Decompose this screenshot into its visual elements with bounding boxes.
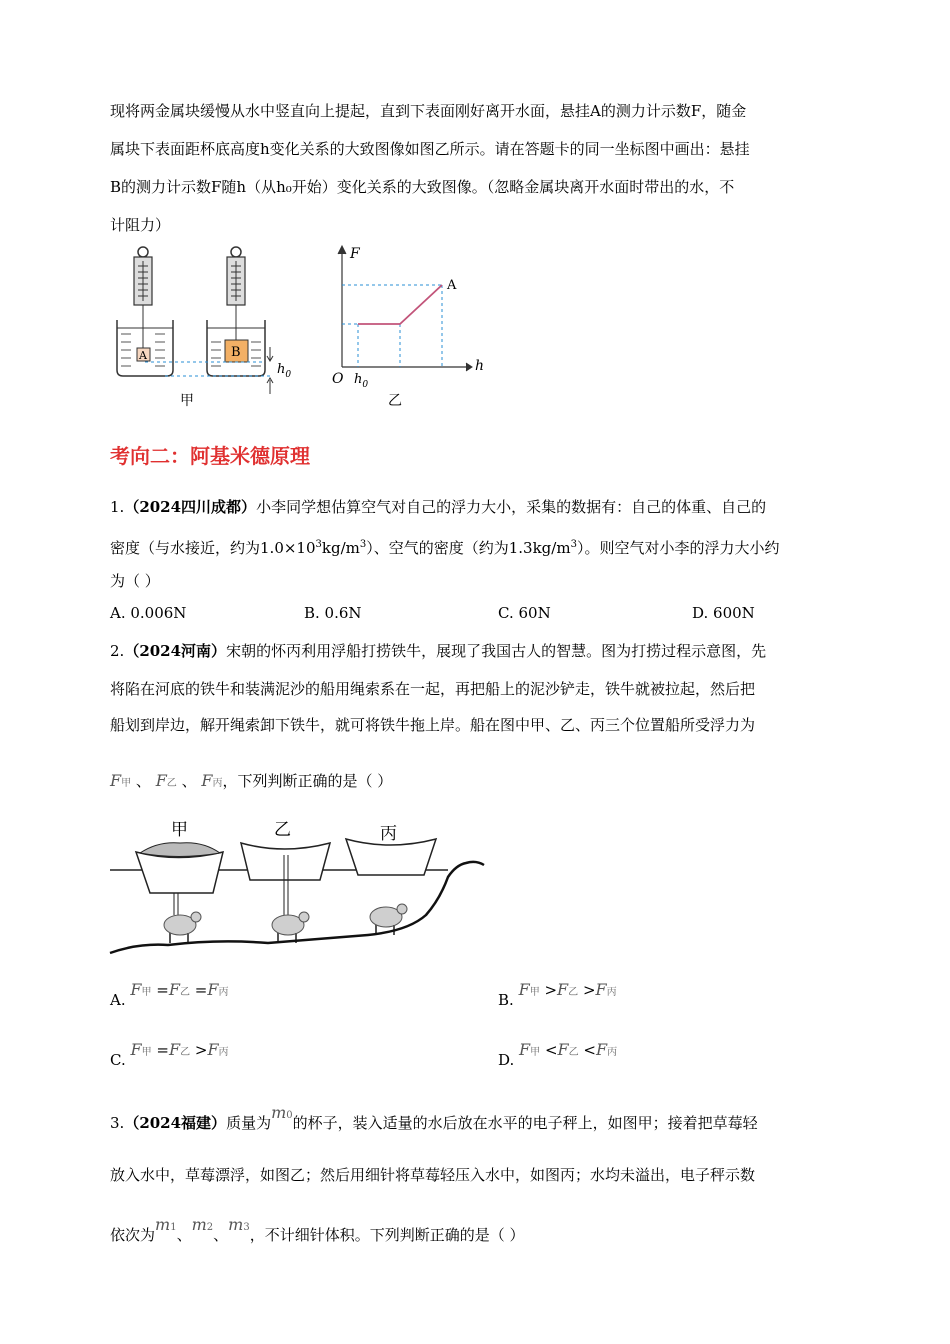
f-jia-sub: 甲 bbox=[121, 778, 132, 789]
q2-opt-b-label: B. bbox=[498, 991, 514, 1009]
f-bing-sym: F bbox=[201, 771, 213, 790]
q1-option-b[interactable]: B. 0.6N bbox=[304, 604, 362, 622]
q3-m3: m3 bbox=[228, 1215, 250, 1234]
beaker-a bbox=[117, 320, 173, 376]
f-curve-a bbox=[358, 285, 442, 324]
intro-line-3: B的测力计示数F随h（从h₀开始）变化关系的大致图像。（忽略金属块离开水面时带出的水，不 bbox=[110, 178, 735, 196]
q2-option-d[interactable] bbox=[498, 1040, 618, 1069]
axis-h-label: h bbox=[475, 358, 485, 374]
q1-line-1 bbox=[110, 496, 766, 518]
q1-number: 1. bbox=[110, 498, 125, 516]
q3-m2: m2 bbox=[191, 1215, 214, 1234]
caption-yi: 乙 bbox=[388, 393, 402, 409]
q2-option-a[interactable] bbox=[110, 980, 229, 1009]
q3-line-3 bbox=[110, 1215, 525, 1249]
q3-sep-1: 、 bbox=[176, 1226, 192, 1244]
figure-spring-scales bbox=[105, 242, 305, 412]
boat-yi bbox=[241, 843, 330, 920]
sep-2: 、 bbox=[181, 772, 197, 790]
q2-line-2: 将陷在河底的铁牛和装满泥沙的船用绳索系在一起，再把船上的泥沙铲走，铁牛就被拉起，然后把 bbox=[110, 680, 756, 698]
intro-line-4: 计阻力） bbox=[110, 216, 171, 234]
q3-source: （2024福建） bbox=[124, 1114, 227, 1132]
q2-opt-a-formula: F甲 =F乙 =F丙 bbox=[130, 980, 229, 999]
q2-opt-d-label: D. bbox=[498, 1051, 515, 1069]
q1-source: （2024四川成都） bbox=[124, 498, 257, 516]
q1-text-2b: kg/m bbox=[321, 539, 360, 557]
q3-sep-2: 、 bbox=[213, 1226, 229, 1244]
q2-opt-d-formula: F甲 <F乙 <F丙 bbox=[519, 1040, 618, 1059]
q1-sup-2: 3 bbox=[359, 539, 367, 550]
q2-line-4 bbox=[110, 770, 392, 795]
iron-ox-1 bbox=[164, 912, 201, 943]
q3-m0: m0 bbox=[271, 1103, 293, 1122]
q2-opt-b-formula: F甲 >F乙 >F丙 bbox=[518, 980, 617, 999]
q3-text-3b: ，不计细针体积。下列判断正确的是（ ） bbox=[249, 1226, 525, 1244]
q2-option-c[interactable] bbox=[110, 1040, 229, 1069]
q2-source: （2024河南） bbox=[124, 642, 227, 660]
q3-text-3a: 依次为 bbox=[110, 1226, 156, 1244]
q1-line-3: 为（ ） bbox=[110, 572, 160, 590]
h0-tick-label: $h_0$ bbox=[354, 372, 369, 390]
q2-line-1 bbox=[110, 640, 766, 662]
q3-line-1 bbox=[110, 1103, 758, 1137]
h0-label: $h_0$ bbox=[277, 362, 292, 380]
origin-label: O bbox=[332, 371, 344, 387]
caption-jia: 甲 bbox=[180, 393, 194, 409]
q3-line-2: 放入水中，草莓漂浮，如图乙；然后用细针将草莓轻压入水中，如图丙；水均未溢出，电子秤示数 bbox=[110, 1166, 756, 1184]
q1-line-2 bbox=[110, 534, 779, 559]
boat-label-bing: 丙 bbox=[380, 824, 397, 844]
q2-tail: ，下列判断正确的是（ ） bbox=[222, 772, 393, 790]
point-a-label: A bbox=[447, 278, 457, 293]
q1-text-2a: 密度（与水接近，约为1.0×10 bbox=[110, 539, 316, 557]
intro-line-1: 现将两金属块缓慢从水中竖直向上提起，直到下表面刚好离开水面，悬挂A的测力计示数F，随金 bbox=[110, 102, 747, 120]
figure-boats bbox=[108, 815, 488, 960]
q1-sup-1: 3 bbox=[315, 539, 322, 550]
q1-sup-3: 3 bbox=[570, 539, 577, 550]
q2-text-1: 宋朝的怀丙利用浮船打捞铁牛，展现了我国古人的智慧。图为打捞过程示意图，先 bbox=[226, 642, 767, 660]
boat-bing bbox=[346, 839, 436, 875]
q1-option-c[interactable]: C. 60N bbox=[498, 604, 551, 622]
figure-f-h-graph bbox=[330, 242, 490, 412]
q2-line-3: 船划到岸边，解开绳索卸下铁牛，就可将铁牛拖上岸。船在图中甲、乙、丙三个位置船所受浮力为 bbox=[110, 716, 756, 734]
intro-line-2: 属块下表面距杯底高度h变化关系的大致图像如图乙所示。请在答题卡的同一坐标图中画出：悬挂 bbox=[110, 140, 750, 158]
f-jia-sym: F bbox=[110, 771, 122, 790]
q1-text-1: 小李同学想估算空气对自己的浮力大小，采集的数据有：自己的体重、自己的 bbox=[256, 498, 767, 516]
boat-label-yi: 乙 bbox=[274, 820, 291, 840]
q1-option-a[interactable]: A. 0.006N bbox=[110, 604, 187, 622]
q1-option-d[interactable]: D. 600N bbox=[692, 604, 755, 622]
q1-text-2c: ）、空气的密度（约为1.3kg/m bbox=[366, 539, 571, 557]
q3-text-1a: 质量为 bbox=[226, 1114, 272, 1132]
q2-option-b[interactable] bbox=[498, 980, 617, 1009]
q3-text-1b: 的杯子，装入适量的水后放在水平的电子秤上，如图甲；接着把草莓轻 bbox=[292, 1114, 758, 1132]
spring-scale-b bbox=[227, 247, 245, 340]
f-yi-sym: F bbox=[155, 771, 167, 790]
block-a-label: A bbox=[139, 349, 147, 362]
q2-opt-c-label: C. bbox=[110, 1051, 126, 1069]
block-b-label: B bbox=[231, 345, 241, 360]
q3-m1: m1 bbox=[155, 1215, 177, 1234]
q2-opt-c-formula: F甲 =F乙 >F丙 bbox=[130, 1040, 229, 1059]
q2-opt-a-label: A. bbox=[110, 991, 126, 1009]
iron-ox-3 bbox=[370, 904, 407, 935]
section-title: 考向二：阿基米德原理 bbox=[110, 444, 310, 468]
spring-scale-a bbox=[134, 247, 152, 348]
axis-f-label: F bbox=[350, 246, 360, 262]
boat-jia bbox=[136, 843, 223, 915]
sep-1: 、 bbox=[135, 772, 151, 790]
iron-ox-2 bbox=[272, 912, 309, 943]
q1-text-2d: ）。则空气对小李的浮力大小约 bbox=[576, 539, 780, 557]
q3-number: 3. bbox=[110, 1114, 125, 1132]
f-yi-sub: 乙 bbox=[166, 778, 177, 789]
boat-label-jia: 甲 bbox=[171, 820, 188, 840]
f-bing-sub: 丙 bbox=[212, 778, 223, 789]
q2-number: 2. bbox=[110, 642, 125, 660]
